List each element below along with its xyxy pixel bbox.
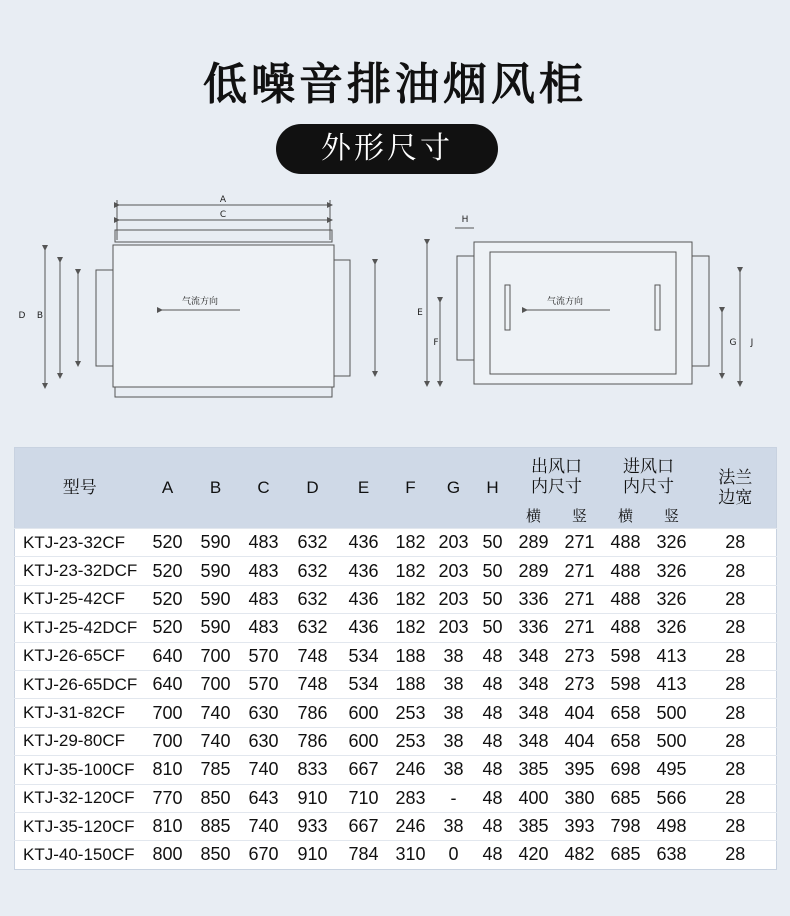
value-cell: 283 (389, 784, 433, 812)
value-cell: 643 (241, 784, 287, 812)
value-cell: 436 (339, 585, 389, 613)
value-cell: 28 (695, 614, 777, 642)
section-pill: 外形尺寸 (276, 124, 498, 174)
value-cell: 48 (475, 670, 511, 698)
value-cell: 28 (695, 727, 777, 755)
value-cell: 413 (649, 642, 695, 670)
value-cell: 48 (475, 756, 511, 784)
header-e: E (339, 448, 389, 529)
value-cell: 395 (557, 756, 603, 784)
value-cell: 632 (287, 557, 339, 585)
value-cell: 590 (191, 585, 241, 613)
value-cell: 534 (339, 670, 389, 698)
header-d: D (287, 448, 339, 529)
value-cell: 483 (241, 529, 287, 557)
value-cell: 48 (475, 642, 511, 670)
value-cell: 495 (649, 756, 695, 784)
value-cell: 404 (557, 699, 603, 727)
header-c: C (241, 448, 287, 529)
value-cell: 273 (557, 642, 603, 670)
header-inlet: 进风口 内尺寸 (603, 448, 695, 507)
value-cell: 336 (511, 585, 557, 613)
model-cell: KTJ-35-120CF (15, 812, 145, 840)
value-cell: 273 (557, 670, 603, 698)
header-g: G (433, 448, 475, 529)
value-cell: 385 (511, 812, 557, 840)
table-row (15, 585, 777, 613)
value-cell: 850 (191, 841, 241, 869)
model-cell: KTJ-35-100CF (15, 756, 145, 784)
value-cell: 385 (511, 756, 557, 784)
table-row (15, 756, 777, 784)
value-cell: 640 (145, 670, 191, 698)
value-cell: 786 (287, 727, 339, 755)
value-cell: 910 (287, 841, 339, 869)
value-cell: 498 (649, 812, 695, 840)
value-cell: 798 (603, 812, 649, 840)
value-cell: 632 (287, 529, 339, 557)
model-cell: KTJ-32-120CF (15, 784, 145, 812)
value-cell: 786 (287, 699, 339, 727)
dimension-drawing (0, 190, 790, 405)
table-row (15, 841, 777, 869)
value-cell: 28 (695, 841, 777, 869)
value-cell: 203 (433, 557, 475, 585)
dim-j-label: J (750, 338, 754, 348)
value-cell: 28 (695, 642, 777, 670)
value-cell: 326 (649, 529, 695, 557)
table-row (15, 699, 777, 727)
value-cell: 910 (287, 784, 339, 812)
value-cell: 810 (145, 812, 191, 840)
value-cell: 740 (191, 727, 241, 755)
value-cell: 28 (695, 529, 777, 557)
value-cell: 800 (145, 841, 191, 869)
table-row (15, 642, 777, 670)
value-cell: 520 (145, 557, 191, 585)
value-cell: 48 (475, 699, 511, 727)
dim-h-label: H (461, 215, 469, 225)
value-cell: 600 (339, 699, 389, 727)
value-cell: 271 (557, 585, 603, 613)
value-cell: 48 (475, 841, 511, 869)
model-cell: KTJ-25-42CF (15, 585, 145, 613)
value-cell: 667 (339, 756, 389, 784)
value-cell: 38 (433, 727, 475, 755)
model-cell: KTJ-40-150CF (15, 841, 145, 869)
value-cell: 770 (145, 784, 191, 812)
value-cell: 488 (603, 529, 649, 557)
value-cell: 700 (145, 699, 191, 727)
value-cell: 598 (603, 670, 649, 698)
value-cell: 640 (145, 642, 191, 670)
value-cell: 600 (339, 727, 389, 755)
value-cell: 38 (433, 756, 475, 784)
value-cell: 326 (649, 557, 695, 585)
dim-g-label: G (729, 338, 737, 348)
page-title: 低噪音排油烟风柜 (203, 59, 587, 110)
value-cell: 50 (475, 529, 511, 557)
value-cell: 203 (433, 614, 475, 642)
value-cell: 246 (389, 812, 433, 840)
value-cell: 28 (695, 670, 777, 698)
value-cell: 632 (287, 585, 339, 613)
model-cell: KTJ-25-42DCF (15, 614, 145, 642)
value-cell: 590 (191, 614, 241, 642)
value-cell: 420 (511, 841, 557, 869)
model-cell: KTJ-29-80CF (15, 727, 145, 755)
value-cell: 436 (339, 614, 389, 642)
value-cell: 182 (389, 585, 433, 613)
value-cell: 326 (649, 614, 695, 642)
value-cell: 785 (191, 756, 241, 784)
value-cell: 483 (241, 614, 287, 642)
value-cell: 393 (557, 812, 603, 840)
value-cell: 632 (287, 614, 339, 642)
value-cell: 271 (557, 614, 603, 642)
value-cell: 436 (339, 529, 389, 557)
value-cell: 630 (241, 727, 287, 755)
value-cell: 590 (191, 529, 241, 557)
value-cell: 310 (389, 841, 433, 869)
value-cell: 748 (287, 670, 339, 698)
value-cell: 48 (475, 727, 511, 755)
value-cell: 48 (475, 784, 511, 812)
value-cell: 348 (511, 727, 557, 755)
header-outlet-horizontal: 横 (511, 506, 557, 529)
value-cell: 38 (433, 812, 475, 840)
value-cell: 658 (603, 727, 649, 755)
value-cell: 590 (191, 557, 241, 585)
header-outlet: 出风口 内尺寸 (511, 448, 603, 507)
value-cell: 246 (389, 756, 433, 784)
value-cell: 598 (603, 642, 649, 670)
value-cell: 0 (433, 841, 475, 869)
value-cell: 400 (511, 784, 557, 812)
value-cell: 685 (603, 841, 649, 869)
value-cell: 570 (241, 642, 287, 670)
spec-table-body (15, 529, 777, 870)
value-cell: - (433, 784, 475, 812)
value-cell: 48 (475, 812, 511, 840)
dim-c-label: C (219, 210, 227, 220)
value-cell: 670 (241, 841, 287, 869)
value-cell: 28 (695, 557, 777, 585)
value-cell: 534 (339, 642, 389, 670)
value-cell: 380 (557, 784, 603, 812)
value-cell: 182 (389, 557, 433, 585)
table-row (15, 784, 777, 812)
value-cell: 488 (603, 614, 649, 642)
model-cell: KTJ-26-65CF (15, 642, 145, 670)
header-a: A (145, 448, 191, 529)
value-cell: 570 (241, 670, 287, 698)
value-cell: 638 (649, 841, 695, 869)
value-cell: 413 (649, 670, 695, 698)
model-cell: KTJ-31-82CF (15, 699, 145, 727)
value-cell: 436 (339, 557, 389, 585)
value-cell: 50 (475, 614, 511, 642)
table-row (15, 529, 777, 557)
value-cell: 748 (287, 642, 339, 670)
table-row (15, 727, 777, 755)
value-cell: 700 (191, 670, 241, 698)
value-cell: 404 (557, 727, 603, 755)
value-cell: 38 (433, 699, 475, 727)
value-cell: 667 (339, 812, 389, 840)
dim-a-label: A (219, 195, 227, 205)
model-cell: KTJ-23-32DCF (15, 557, 145, 585)
value-cell: 289 (511, 557, 557, 585)
value-cell: 566 (649, 784, 695, 812)
header-f: F (389, 448, 433, 529)
header-inlet-vertical: 竖 (649, 506, 695, 529)
value-cell: 50 (475, 585, 511, 613)
value-cell: 38 (433, 642, 475, 670)
value-cell: 38 (433, 670, 475, 698)
value-cell: 784 (339, 841, 389, 869)
value-cell: 698 (603, 756, 649, 784)
value-cell: 28 (695, 812, 777, 840)
value-cell: 700 (191, 642, 241, 670)
value-cell: 336 (511, 614, 557, 642)
value-cell: 326 (649, 585, 695, 613)
value-cell: 810 (145, 756, 191, 784)
header-inlet-horizontal: 横 (603, 506, 649, 529)
value-cell: 188 (389, 642, 433, 670)
value-cell: 28 (695, 784, 777, 812)
value-cell: 658 (603, 699, 649, 727)
value-cell: 28 (695, 585, 777, 613)
model-cell: KTJ-26-65DCF (15, 670, 145, 698)
value-cell: 520 (145, 614, 191, 642)
value-cell: 833 (287, 756, 339, 784)
value-cell: 348 (511, 699, 557, 727)
header-outlet-vertical: 竖 (557, 506, 603, 529)
value-cell: 850 (191, 784, 241, 812)
table-row (15, 670, 777, 698)
value-cell: 933 (287, 812, 339, 840)
value-cell: 700 (145, 727, 191, 755)
dim-e-label: E (417, 308, 423, 318)
value-cell: 203 (433, 585, 475, 613)
model-cell: KTJ-23-32CF (15, 529, 145, 557)
header-flange: 法兰 边宽 (695, 448, 777, 529)
value-cell: 630 (241, 699, 287, 727)
table-row (15, 557, 777, 585)
value-cell: 289 (511, 529, 557, 557)
value-cell: 50 (475, 557, 511, 585)
dim-d-label: D (18, 311, 26, 321)
header-b: B (191, 448, 241, 529)
value-cell: 182 (389, 529, 433, 557)
header-model: 型号 (15, 448, 145, 529)
value-cell: 488 (603, 557, 649, 585)
value-cell: 488 (603, 585, 649, 613)
value-cell: 348 (511, 670, 557, 698)
dim-f-label: F (433, 338, 439, 348)
value-cell: 520 (145, 529, 191, 557)
value-cell: 710 (339, 784, 389, 812)
value-cell: 483 (241, 557, 287, 585)
value-cell: 483 (241, 585, 287, 613)
value-cell: 271 (557, 557, 603, 585)
value-cell: 28 (695, 756, 777, 784)
airflow-label-left: 气流方向 (181, 297, 219, 307)
value-cell: 182 (389, 614, 433, 642)
value-cell: 500 (649, 727, 695, 755)
value-cell: 740 (241, 756, 287, 784)
value-cell: 203 (433, 529, 475, 557)
value-cell: 520 (145, 585, 191, 613)
value-cell: 740 (241, 812, 287, 840)
value-cell: 885 (191, 812, 241, 840)
value-cell: 740 (191, 699, 241, 727)
spec-table (14, 447, 777, 870)
value-cell: 482 (557, 841, 603, 869)
table-row (15, 614, 777, 642)
value-cell: 253 (389, 727, 433, 755)
airflow-label-right: 气流方向 (546, 297, 584, 307)
value-cell: 348 (511, 642, 557, 670)
value-cell: 188 (389, 670, 433, 698)
value-cell: 28 (695, 699, 777, 727)
value-cell: 685 (603, 784, 649, 812)
header-h: H (475, 448, 511, 529)
value-cell: 271 (557, 529, 603, 557)
table-row (15, 812, 777, 840)
value-cell: 253 (389, 699, 433, 727)
dim-b-label: B (36, 311, 44, 321)
value-cell: 500 (649, 699, 695, 727)
